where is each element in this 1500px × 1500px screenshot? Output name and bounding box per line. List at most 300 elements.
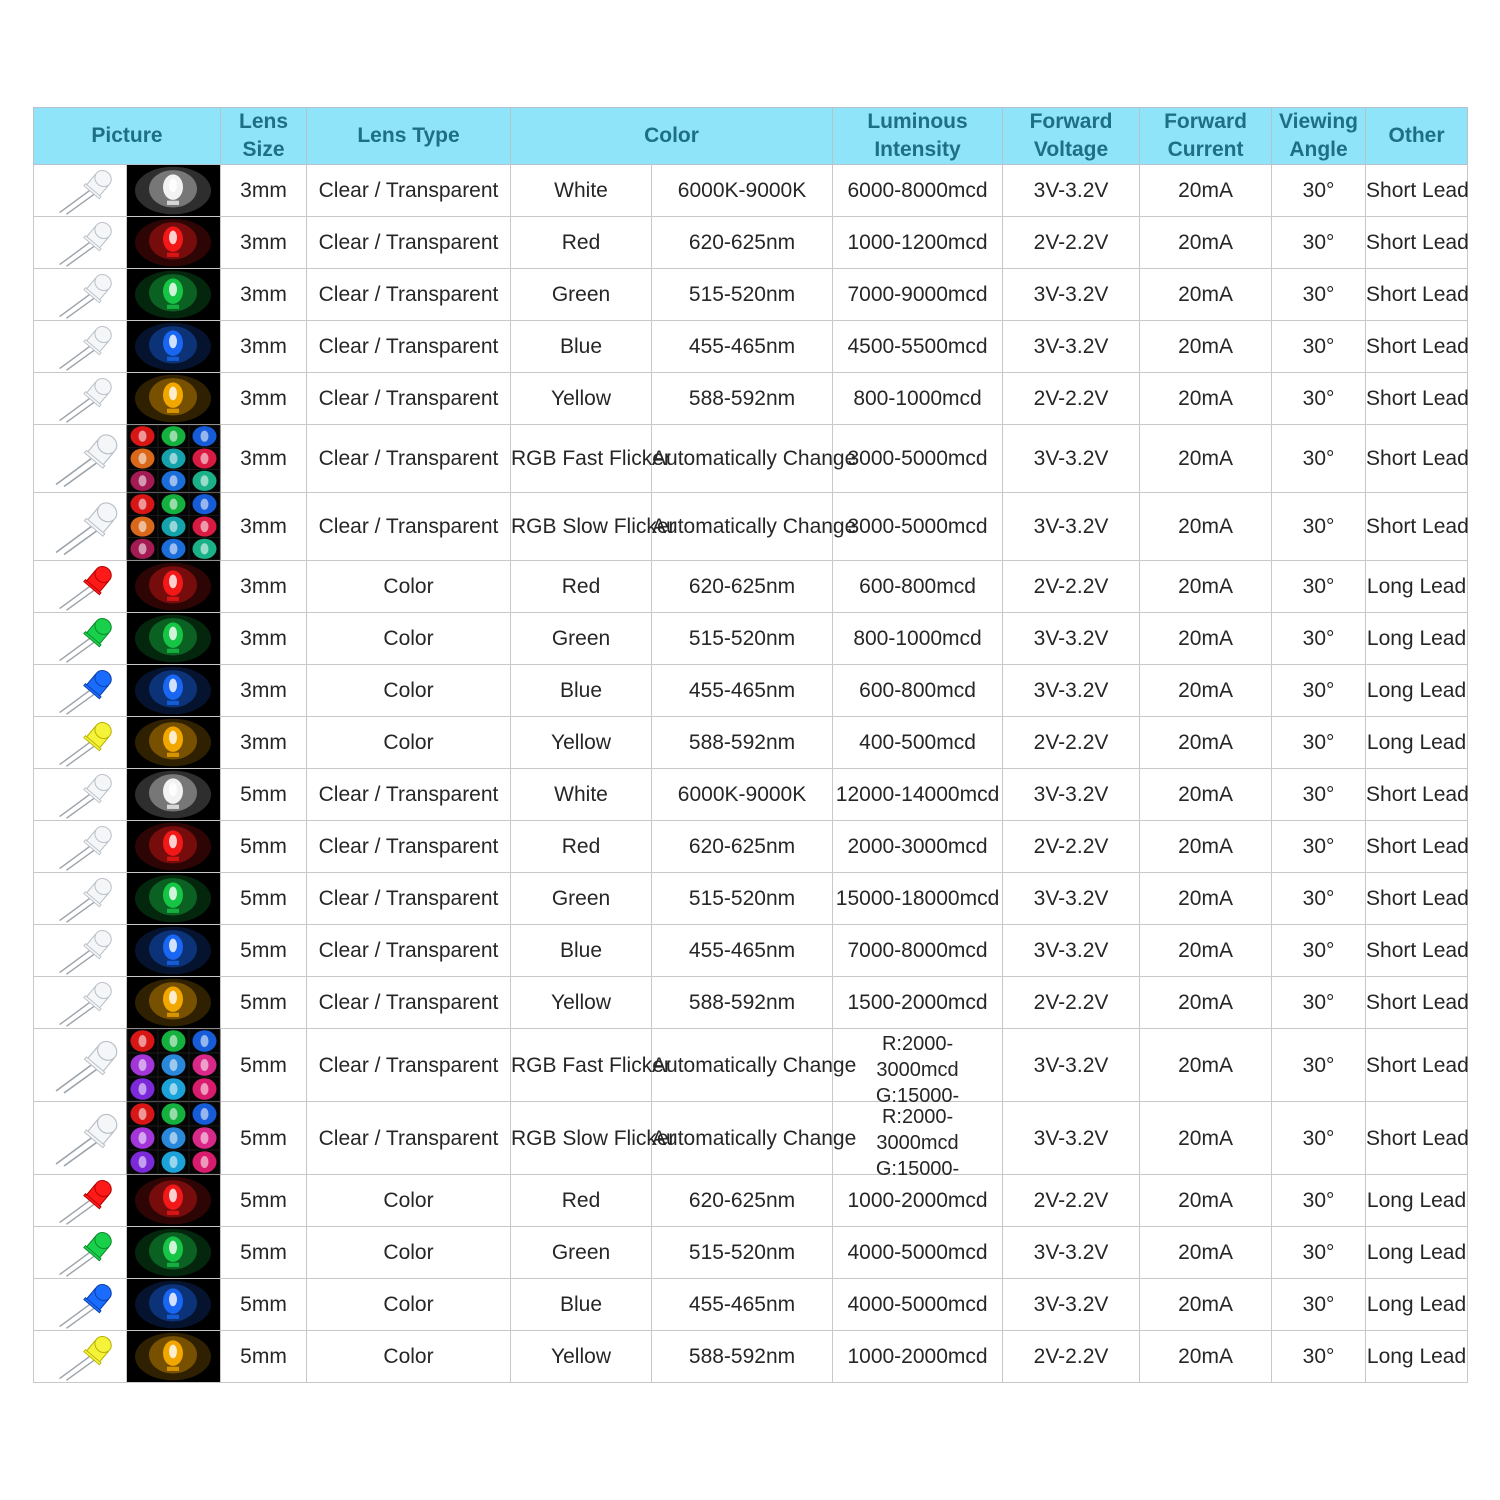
led-picture-cell — [34, 717, 127, 769]
lens-type-cell: Clear / Transparent — [307, 373, 511, 425]
led-picture-cell — [34, 1331, 127, 1383]
led-picture-cell — [34, 321, 127, 373]
green-glow-photo — [127, 1227, 220, 1278]
lens-size-cell: 5mm — [221, 1227, 307, 1279]
white-glow-photo — [127, 165, 220, 216]
led-picture-cell — [34, 269, 127, 321]
lens-size-cell: 3mm — [221, 165, 307, 217]
viewing-angle-cell: 30° — [1272, 1227, 1366, 1279]
lens-type-cell: Color — [307, 665, 511, 717]
forward-current-cell: 20mA — [1140, 1331, 1272, 1383]
luminous-intensity-cell: 1000-2000mcd — [833, 1331, 1003, 1383]
color-name-cell: Blue — [511, 1279, 652, 1331]
glow-picture-cell — [127, 665, 221, 717]
table-row — [34, 1331, 1468, 1383]
clear-led-icon — [34, 977, 126, 1028]
clear-led-icon — [34, 217, 126, 268]
lens-type-cell: Clear / Transparent — [307, 493, 511, 561]
table-row — [34, 217, 1468, 269]
forward-current-cell: 20mA — [1140, 1029, 1272, 1102]
forward-current-cell: 20mA — [1140, 977, 1272, 1029]
clear-led-icon — [34, 373, 126, 424]
viewing-angle-cell: 30° — [1272, 613, 1366, 665]
red-glow-photo — [127, 821, 220, 872]
rgb-glow-photo — [127, 1102, 220, 1174]
lens-type-cell: Clear / Transparent — [307, 977, 511, 1029]
glow-picture-cell — [127, 873, 221, 925]
other-cell: Long Lead — [1366, 1331, 1468, 1383]
luminous-intensity-cell: 1000-1200mcd — [833, 217, 1003, 269]
green-led-icon — [34, 613, 126, 664]
luminous-intensity-cell: 6000-8000mcd — [833, 165, 1003, 217]
luminous-intensity-text: R:2000- 3000mcd G:15000- — [875, 1106, 960, 1180]
forward-current-cell: 20mA — [1140, 561, 1272, 613]
yellow-glow-photo — [127, 373, 220, 424]
luminous-intensity-cell: 15000-18000mcd — [833, 873, 1003, 925]
glow-picture-cell — [127, 977, 221, 1029]
viewing-angle-cell: 30° — [1272, 561, 1366, 613]
wavelength-cell: 455-465nm — [652, 321, 833, 373]
lens-type-cell: Color — [307, 1175, 511, 1227]
viewing-angle-cell: 30° — [1272, 873, 1366, 925]
viewing-angle-cell: 30° — [1272, 165, 1366, 217]
luminous-intensity-cell: 600-800mcd — [833, 665, 1003, 717]
table-row — [34, 769, 1468, 821]
header-viewing-angle: Viewing Angle — [1272, 108, 1366, 165]
blue-glow-photo — [127, 321, 220, 372]
rgb-glow-photo — [127, 1029, 220, 1101]
forward-voltage-cell: 2V-2.2V — [1003, 977, 1140, 1029]
led-picture-cell — [34, 613, 127, 665]
led-picture-cell — [34, 977, 127, 1029]
forward-current-cell: 20mA — [1140, 425, 1272, 493]
clear-led-icon — [34, 321, 126, 372]
table-row — [34, 165, 1468, 217]
color-name-cell: Yellow — [511, 717, 652, 769]
luminous-intensity-cell: 3000-5000mcd — [833, 425, 1003, 493]
table-row — [34, 873, 1468, 925]
other-cell: Short Lead — [1366, 925, 1468, 977]
luminous-intensity-cell: 4000-5000mcd — [833, 1227, 1003, 1279]
led-picture-cell — [34, 1102, 127, 1175]
color-name-cell: White — [511, 769, 652, 821]
lens-size-cell: 5mm — [221, 1175, 307, 1227]
other-cell: Long Lead — [1366, 1175, 1468, 1227]
header-color: Color — [511, 108, 833, 165]
lens-type-cell: Color — [307, 613, 511, 665]
other-cell: Long Lead — [1366, 665, 1468, 717]
color-name-cell: Red — [511, 1175, 652, 1227]
wavelength-cell: 6000K-9000K — [652, 769, 833, 821]
lens-type-cell: Clear / Transparent — [307, 321, 511, 373]
forward-voltage-cell: 3V-3.2V — [1003, 665, 1140, 717]
lens-size-cell: 3mm — [221, 217, 307, 269]
other-cell: Short Lead — [1366, 321, 1468, 373]
wavelength-cell: 6000K-9000K — [652, 165, 833, 217]
forward-voltage-cell: 3V-3.2V — [1003, 873, 1140, 925]
led-picture-cell — [34, 217, 127, 269]
color-name-cell: Green — [511, 613, 652, 665]
forward-voltage-cell: 2V-2.2V — [1003, 217, 1140, 269]
luminous-intensity-cell — [833, 1102, 1003, 1180]
lens-size-cell: 3mm — [221, 373, 307, 425]
table-row — [34, 613, 1468, 665]
header-row — [34, 108, 1468, 165]
lens-type-cell: Clear / Transparent — [307, 821, 511, 873]
forward-voltage-cell: 3V-3.2V — [1003, 613, 1140, 665]
luminous-intensity-cell: 7000-9000mcd — [833, 269, 1003, 321]
lens-type-cell: Color — [307, 1227, 511, 1279]
color-name-cell: Red — [511, 561, 652, 613]
table-row — [34, 717, 1468, 769]
header-luminous-intensity: Luminous Intensity — [833, 108, 1003, 165]
forward-voltage-cell: 3V-3.2V — [1003, 425, 1140, 493]
other-cell: Short Lead — [1366, 977, 1468, 1029]
lens-type-cell: Clear / Transparent — [307, 873, 511, 925]
other-cell: Short Lead — [1366, 425, 1468, 493]
table-row — [34, 493, 1468, 561]
glow-picture-cell — [127, 165, 221, 217]
other-cell: Short Lead — [1366, 769, 1468, 821]
wavelength-cell: 515-520nm — [652, 613, 833, 665]
color-name-cell: Red — [511, 217, 652, 269]
lens-size-cell: 3mm — [221, 269, 307, 321]
luminous-intensity-cell: 600-800mcd — [833, 561, 1003, 613]
other-cell: Long Lead — [1366, 1227, 1468, 1279]
green-led-icon — [34, 1227, 126, 1278]
viewing-angle-cell: 30° — [1272, 425, 1366, 493]
lens-type-cell: Clear / Transparent — [307, 1102, 511, 1175]
glow-picture-cell — [127, 717, 221, 769]
yellow-glow-photo — [127, 717, 220, 768]
led-picture-cell — [34, 769, 127, 821]
wavelength-cell: 620-625nm — [652, 561, 833, 613]
lens-size-cell: 5mm — [221, 769, 307, 821]
glow-picture-cell — [127, 561, 221, 613]
glow-picture-cell — [127, 269, 221, 321]
luminous-intensity-cell — [833, 1029, 1003, 1107]
viewing-angle-cell: 30° — [1272, 1029, 1366, 1102]
red-glow-photo — [127, 1175, 220, 1226]
glow-picture-cell — [127, 321, 221, 373]
luminous-intensity-cell: 1500-2000mcd — [833, 977, 1003, 1029]
lens-size-cell: 5mm — [221, 1331, 307, 1383]
viewing-angle-cell: 30° — [1272, 1279, 1366, 1331]
other-cell: Short Lead — [1366, 873, 1468, 925]
viewing-angle-cell: 30° — [1272, 493, 1366, 561]
forward-voltage-cell: 3V-3.2V — [1003, 1227, 1140, 1279]
red-led-icon — [34, 1175, 126, 1226]
lens-type-cell: Color — [307, 561, 511, 613]
clear-led-icon — [34, 165, 126, 216]
color-name-cell: RGB Slow Flicker — [511, 493, 652, 561]
other-cell: Short Lead — [1366, 1102, 1468, 1175]
other-cell: Long Lead — [1366, 717, 1468, 769]
forward-current-cell: 20mA — [1140, 1279, 1272, 1331]
green-glow-photo — [127, 873, 220, 924]
forward-voltage-cell: 3V-3.2V — [1003, 1279, 1140, 1331]
color-name-cell: Yellow — [511, 373, 652, 425]
lens-size-cell: 3mm — [221, 561, 307, 613]
glow-picture-cell — [127, 1029, 221, 1102]
viewing-angle-cell: 30° — [1272, 1331, 1366, 1383]
forward-current-cell: 20mA — [1140, 665, 1272, 717]
glow-picture-cell — [127, 217, 221, 269]
glow-picture-cell — [127, 373, 221, 425]
led-picture-cell — [34, 665, 127, 717]
forward-current-cell: 20mA — [1140, 165, 1272, 217]
viewing-angle-cell: 30° — [1272, 977, 1366, 1029]
forward-current-cell: 20mA — [1140, 373, 1272, 425]
wavelength-cell: 588-592nm — [652, 977, 833, 1029]
blue-glow-photo — [127, 1279, 220, 1330]
forward-current-cell: 20mA — [1140, 717, 1272, 769]
lens-size-cell: 3mm — [221, 425, 307, 493]
color-name-cell: Blue — [511, 321, 652, 373]
red-glow-photo — [127, 561, 220, 612]
led-picture-cell — [34, 1175, 127, 1227]
color-name-cell: White — [511, 165, 652, 217]
luminous-intensity-cell: 7000-8000mcd — [833, 925, 1003, 977]
viewing-angle-cell: 30° — [1272, 217, 1366, 269]
lens-type-cell: Clear / Transparent — [307, 165, 511, 217]
table-row — [34, 821, 1468, 873]
table-row — [34, 1102, 1468, 1175]
clear-led-icon — [34, 925, 126, 976]
glow-picture-cell — [127, 613, 221, 665]
forward-current-cell: 20mA — [1140, 321, 1272, 373]
forward-voltage-cell: 3V-3.2V — [1003, 769, 1140, 821]
led-picture-cell — [34, 821, 127, 873]
wavelength-cell: 588-592nm — [652, 717, 833, 769]
blue-glow-photo — [127, 665, 220, 716]
color-name-cell: RGB Fast Flicker — [511, 425, 652, 493]
lens-size-cell: 5mm — [221, 873, 307, 925]
forward-voltage-cell: 2V-2.2V — [1003, 821, 1140, 873]
wavelength-cell: 455-465nm — [652, 925, 833, 977]
yellow-glow-photo — [127, 1331, 220, 1382]
lens-type-cell: Color — [307, 1331, 511, 1383]
rgb-glow-photo — [127, 493, 220, 560]
wavelength-cell: 515-520nm — [652, 873, 833, 925]
forward-current-cell: 20mA — [1140, 873, 1272, 925]
color-name-cell: Yellow — [511, 977, 652, 1029]
lens-size-cell: 3mm — [221, 493, 307, 561]
led-spec-table — [33, 107, 1468, 1383]
glow-picture-cell — [127, 425, 221, 493]
clear-led-icon — [34, 493, 126, 560]
forward-current-cell: 20mA — [1140, 1102, 1272, 1175]
table-row — [34, 425, 1468, 493]
forward-voltage-cell: 3V-3.2V — [1003, 269, 1140, 321]
color-name-cell: Red — [511, 821, 652, 873]
color-name-cell: Blue — [511, 665, 652, 717]
other-cell: Short Lead — [1366, 217, 1468, 269]
blue-glow-photo — [127, 925, 220, 976]
table-row — [34, 1279, 1468, 1331]
glow-picture-cell — [127, 493, 221, 561]
lens-type-cell: Clear / Transparent — [307, 425, 511, 493]
forward-voltage-cell: 2V-2.2V — [1003, 717, 1140, 769]
viewing-angle-cell: 30° — [1272, 321, 1366, 373]
other-cell: Long Lead — [1366, 613, 1468, 665]
yellow-glow-photo — [127, 977, 220, 1028]
color-name-cell: Yellow — [511, 1331, 652, 1383]
blue-led-icon — [34, 665, 126, 716]
luminous-intensity-cell: 2000-3000mcd — [833, 821, 1003, 873]
rgb-glow-photo — [127, 425, 220, 492]
forward-voltage-cell: 2V-2.2V — [1003, 1331, 1140, 1383]
led-picture-cell — [34, 165, 127, 217]
header-picture: Picture — [34, 108, 221, 165]
table-row — [34, 1227, 1468, 1279]
clear-led-icon — [34, 1102, 126, 1174]
viewing-angle-cell: 30° — [1272, 925, 1366, 977]
forward-current-cell: 20mA — [1140, 493, 1272, 561]
forward-voltage-cell: 3V-3.2V — [1003, 321, 1140, 373]
wavelength-cell: 620-625nm — [652, 1175, 833, 1227]
other-cell: Short Lead — [1366, 165, 1468, 217]
luminous-intensity-cell: 4000-5000mcd — [833, 1279, 1003, 1331]
clear-led-icon — [34, 821, 126, 872]
red-glow-photo — [127, 217, 220, 268]
other-cell: Short Lead — [1366, 373, 1468, 425]
table-row — [34, 1029, 1468, 1102]
forward-voltage-cell: 2V-2.2V — [1003, 561, 1140, 613]
wavelength-cell: 620-625nm — [652, 821, 833, 873]
blue-led-icon — [34, 1279, 126, 1330]
forward-voltage-cell: 3V-3.2V — [1003, 925, 1140, 977]
glow-picture-cell — [127, 1102, 221, 1175]
lens-size-cell: 5mm — [221, 1029, 307, 1102]
glow-picture-cell — [127, 1175, 221, 1227]
table-row — [34, 321, 1468, 373]
lens-type-cell: Color — [307, 1279, 511, 1331]
wavelength-cell: 620-625nm — [652, 217, 833, 269]
luminous-intensity-cell: 1000-2000mcd — [833, 1175, 1003, 1227]
clear-led-icon — [34, 873, 126, 924]
other-cell: Short Lead — [1366, 821, 1468, 873]
wavelength-cell: 455-465nm — [652, 1279, 833, 1331]
color-name-cell: Green — [511, 873, 652, 925]
forward-voltage-cell: 3V-3.2V — [1003, 1102, 1140, 1175]
yellow-led-icon — [34, 1331, 126, 1382]
lens-size-cell: 5mm — [221, 977, 307, 1029]
led-picture-cell — [34, 1279, 127, 1331]
wavelength-cell: Automatically Change — [652, 1102, 833, 1175]
other-cell: Long Lead — [1366, 1279, 1468, 1331]
table-row — [34, 269, 1468, 321]
header-other: Other — [1366, 108, 1468, 165]
forward-voltage-cell: 3V-3.2V — [1003, 1029, 1140, 1102]
forward-voltage-cell: 3V-3.2V — [1003, 165, 1140, 217]
wavelength-cell: 515-520nm — [652, 1227, 833, 1279]
clear-led-icon — [34, 425, 126, 492]
color-name-cell: Green — [511, 1227, 652, 1279]
viewing-angle-cell: 30° — [1272, 821, 1366, 873]
color-name-cell: Blue — [511, 925, 652, 977]
wavelength-cell: 515-520nm — [652, 269, 833, 321]
luminous-intensity-cell: 4500-5500mcd — [833, 321, 1003, 373]
viewing-angle-cell: 30° — [1272, 1102, 1366, 1175]
glow-picture-cell — [127, 1331, 221, 1383]
led-picture-cell — [34, 1227, 127, 1279]
lens-size-cell: 3mm — [221, 613, 307, 665]
led-picture-cell — [34, 561, 127, 613]
lens-size-cell: 5mm — [221, 925, 307, 977]
luminous-intensity-cell: 12000-14000mcd — [833, 769, 1003, 821]
forward-voltage-cell: 2V-2.2V — [1003, 373, 1140, 425]
wavelength-cell: Automatically Change — [652, 425, 833, 493]
lens-size-cell: 3mm — [221, 717, 307, 769]
other-cell: Short Lead — [1366, 1029, 1468, 1102]
glow-picture-cell — [127, 1279, 221, 1331]
led-picture-cell — [34, 1029, 127, 1102]
lens-size-cell: 5mm — [221, 821, 307, 873]
red-led-icon — [34, 561, 126, 612]
lens-size-cell: 3mm — [221, 665, 307, 717]
lens-type-cell: Clear / Transparent — [307, 217, 511, 269]
led-picture-cell — [34, 493, 127, 561]
luminous-intensity-cell: 800-1000mcd — [833, 373, 1003, 425]
green-glow-photo — [127, 613, 220, 664]
viewing-angle-cell: 30° — [1272, 373, 1366, 425]
forward-current-cell: 20mA — [1140, 1227, 1272, 1279]
wavelength-cell: Automatically Change — [652, 493, 833, 561]
viewing-angle-cell: 30° — [1272, 717, 1366, 769]
viewing-angle-cell: 30° — [1272, 665, 1366, 717]
forward-voltage-cell: 3V-3.2V — [1003, 493, 1140, 561]
clear-led-icon — [34, 1029, 126, 1101]
led-picture-cell — [34, 373, 127, 425]
color-name-cell: RGB Fast Flicker — [511, 1029, 652, 1102]
luminous-intensity-text: R:2000- 3000mcd G:15000- — [875, 1033, 960, 1107]
forward-current-cell: 20mA — [1140, 925, 1272, 977]
forward-current-cell: 20mA — [1140, 613, 1272, 665]
table-row — [34, 925, 1468, 977]
viewing-angle-cell: 30° — [1272, 269, 1366, 321]
header-lens-size: Lens Size — [221, 108, 307, 165]
clear-led-icon — [34, 769, 126, 820]
luminous-intensity-cell: 800-1000mcd — [833, 613, 1003, 665]
header-forward-current: Forward Current — [1140, 108, 1272, 165]
other-cell: Short Lead — [1366, 269, 1468, 321]
lens-type-cell: Clear / Transparent — [307, 269, 511, 321]
lens-type-cell: Clear / Transparent — [307, 769, 511, 821]
forward-current-cell: 20mA — [1140, 769, 1272, 821]
led-picture-cell — [34, 425, 127, 493]
wavelength-cell: 455-465nm — [652, 665, 833, 717]
glow-picture-cell — [127, 821, 221, 873]
wavelength-cell: 588-592nm — [652, 1331, 833, 1383]
color-name-cell: Green — [511, 269, 652, 321]
lens-size-cell: 3mm — [221, 321, 307, 373]
lens-size-cell: 5mm — [221, 1102, 307, 1175]
led-picture-cell — [34, 873, 127, 925]
table-row — [34, 977, 1468, 1029]
yellow-led-icon — [34, 717, 126, 768]
forward-current-cell: 20mA — [1140, 1175, 1272, 1227]
viewing-angle-cell: 30° — [1272, 769, 1366, 821]
forward-voltage-cell: 2V-2.2V — [1003, 1175, 1140, 1227]
forward-current-cell: 20mA — [1140, 269, 1272, 321]
table-row — [34, 1175, 1468, 1227]
table-body — [34, 165, 1468, 1383]
lens-type-cell: Clear / Transparent — [307, 925, 511, 977]
forward-current-cell: 20mA — [1140, 217, 1272, 269]
led-picture-cell — [34, 925, 127, 977]
header-forward-voltage: Forward Voltage — [1003, 108, 1140, 165]
